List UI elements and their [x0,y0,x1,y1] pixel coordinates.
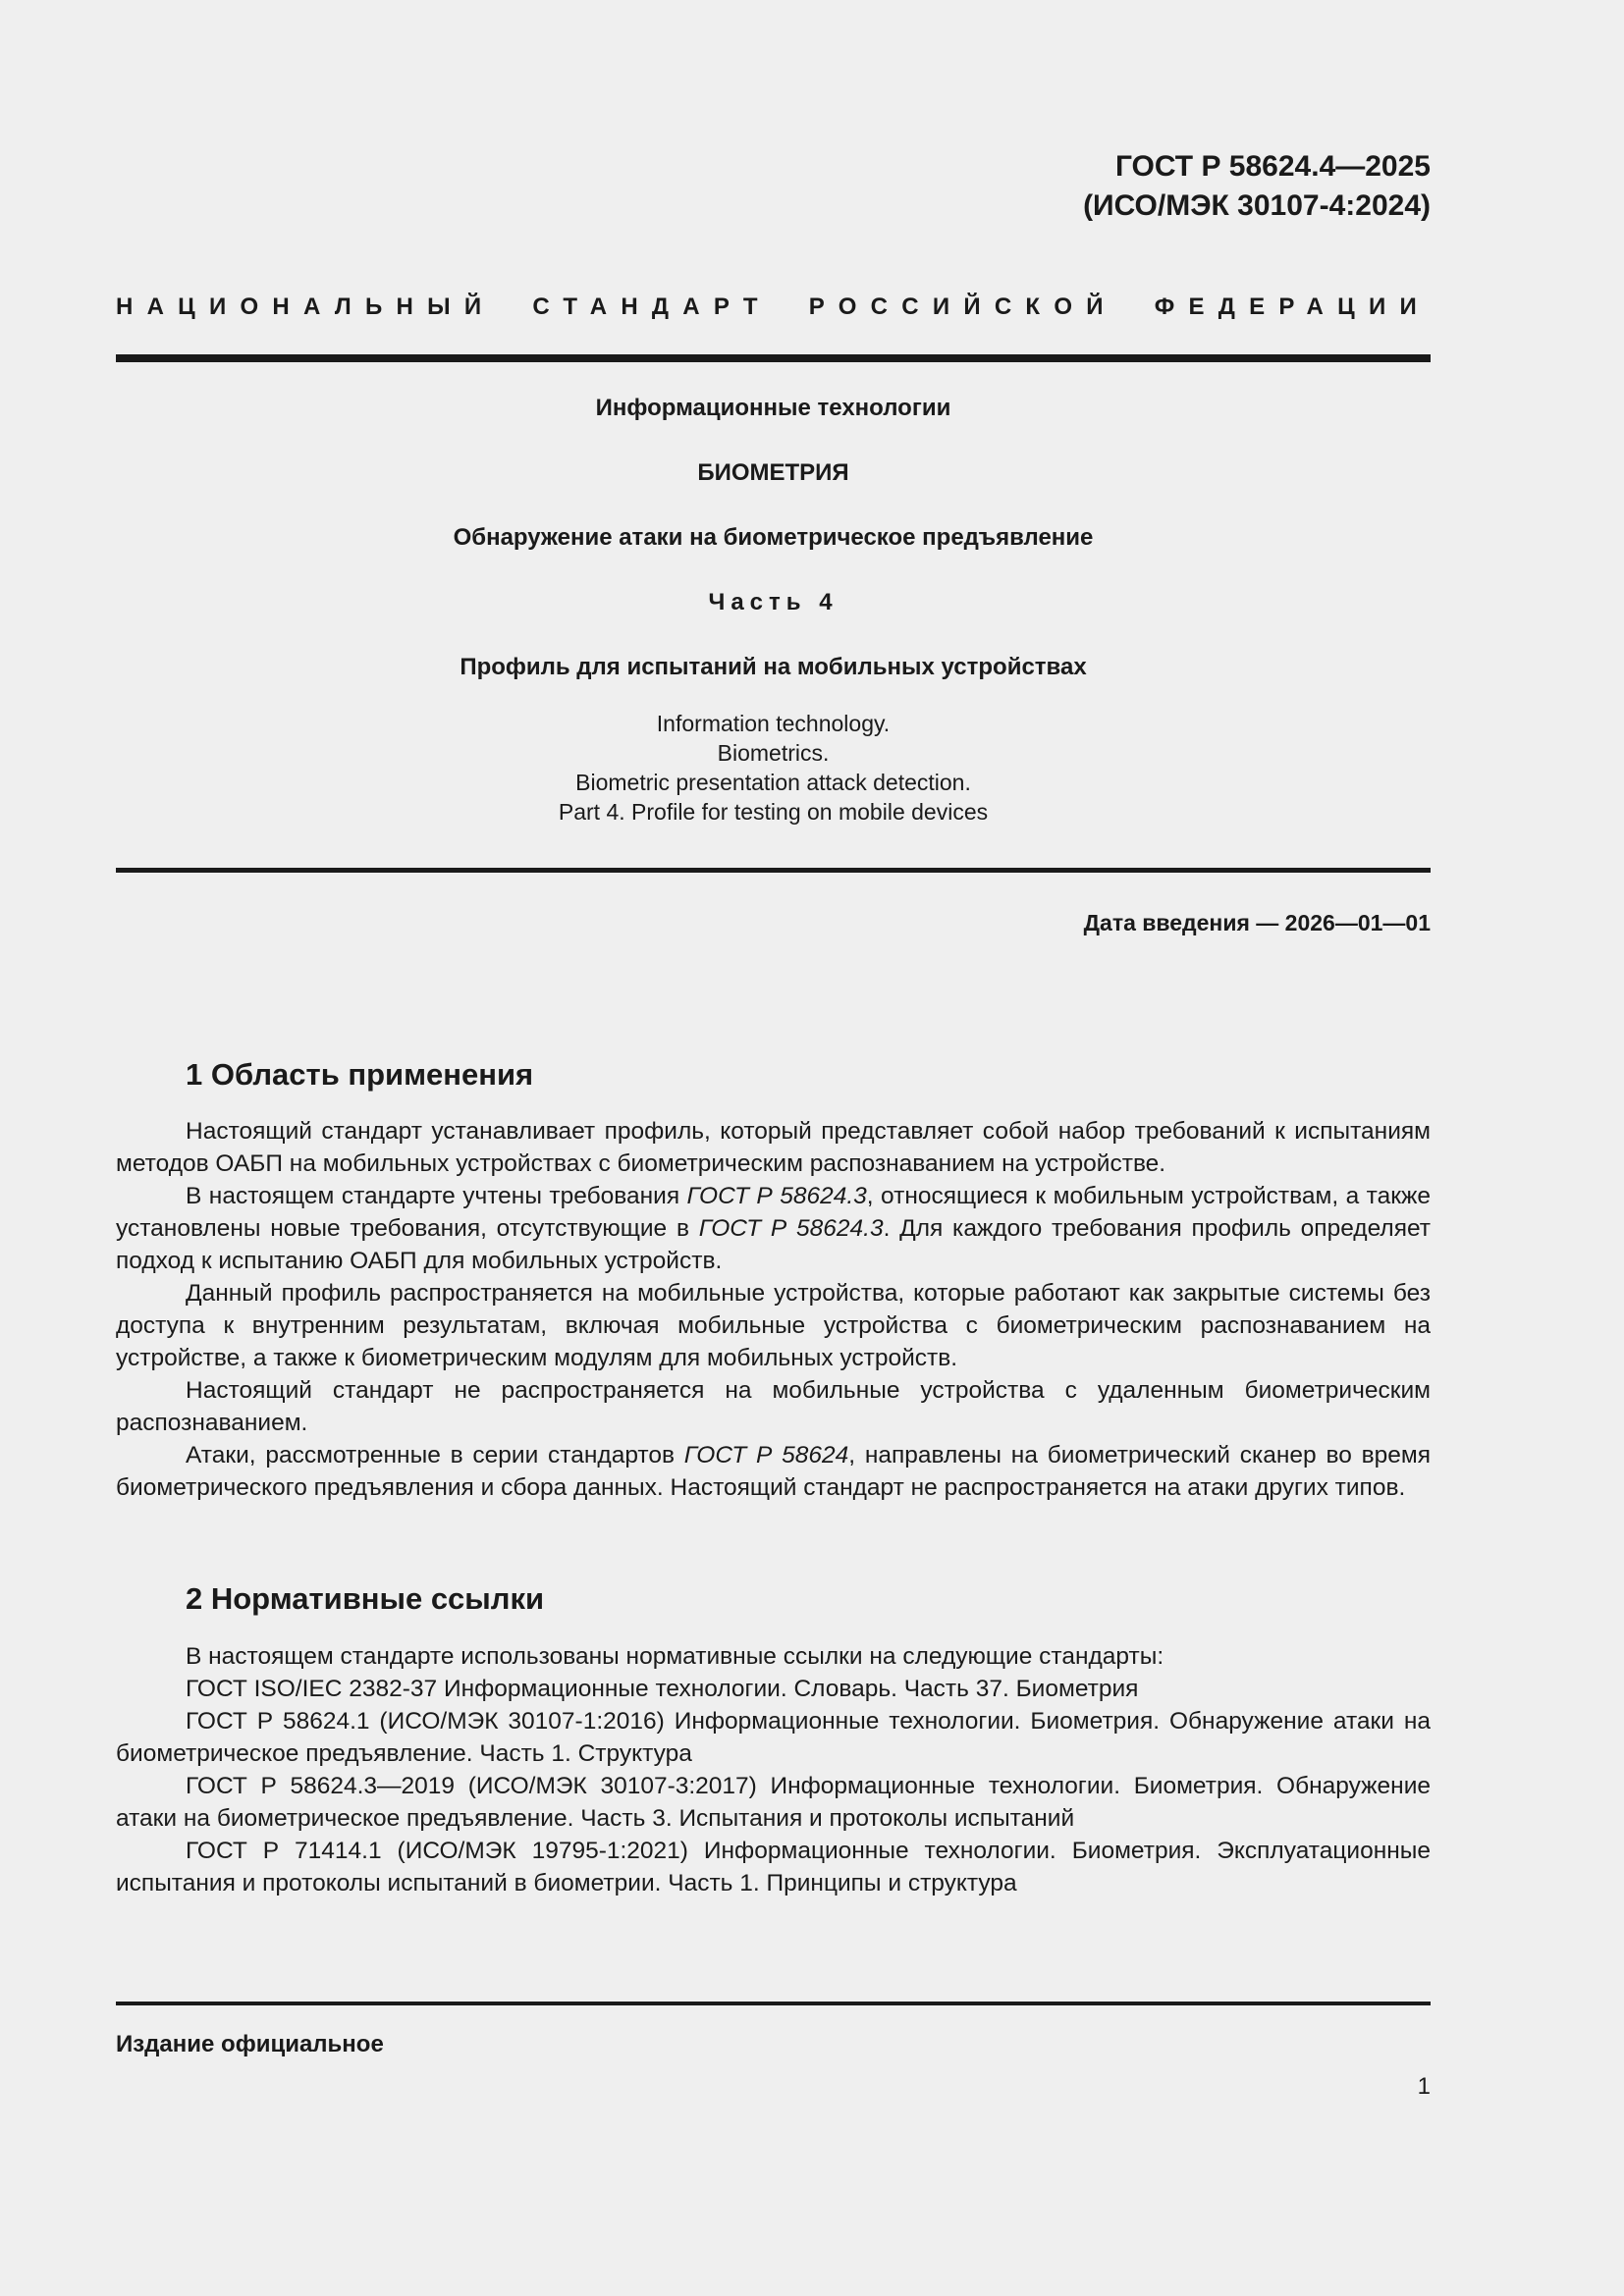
national-word-1: НАЦИОНАЛЬНЫЙ [116,294,496,320]
english-title-line-3: Biometric presentation attack detection. [575,770,971,795]
english-title-line-1: Information technology. [656,711,891,736]
title-line-5: Профиль для испытаний на мобильных устройствах [460,654,1087,680]
english-title [116,709,1431,827]
english-title-line-4: Part 4. Profile for testing on mobile devices [558,799,989,825]
national-standard-heading [116,292,1431,323]
reference-item-3: ГОСТ Р 58624.3—2019 (ИСО/МЭК 30107-3:2017) Информационные технологии. Биометрия. Обнаружение атаки на биометрическое предъявление. Часть 3. Испытания и протоколы испытаний [116,1773,1431,1832]
national-word-4: ФЕДЕРАЦИИ [1154,294,1431,320]
title-line-1: Информационные технологии [595,395,951,421]
reference-item-1: ГОСТ ISO/IEC 2382-37 Информационные технологии. Словарь. Часть 37. Биометрия [186,1676,1139,1702]
section-1-paragraph-4: Настоящий стандарт не распространяется на мобильные устройства с удаленным биометрическим распознаванием. [116,1377,1431,1436]
section-2-paragraph-1: В настоящем стандарте использованы нормативные ссылки на следующие стандарты: [186,1643,1164,1670]
standard-reference: ГОСТ Р 58624 [683,1442,849,1468]
page-number: 1 [1417,2073,1431,2100]
section-1-paragraph-3: Данный профиль распространяется на мобильные устройства, которые работают как закрытые системы без доступа к внутренним результатам, включая мобильные устройства с биометрическим распознаванием на устройстве, а также к биометрическим модулям для мобильных устройств. [116,1280,1431,1371]
reference-item-4: ГОСТ Р 71414.1 (ИСО/МЭК 19795-1:2021) Информационные технологии. Биометрия. Эксплуатационные испытания и протоколы испытаний в биометрии. Часть 1. Принципы и структура [116,1838,1431,1896]
title-divider [116,868,1431,873]
title-line-2: БИОМЕТРИЯ [697,459,849,486]
national-word-3: РОССИЙСКОЙ [808,294,1117,320]
section-1-paragraph-5: Атаки, рассмотренные в серии стандартов ГОСТ Р 58624, направлены на биометрический сканер во время биометрического предъявления и сбора данных. Настоящий стандарт не распространяется на атаки других типов. [116,1442,1431,1501]
national-word-2: СТАНДАРТ [532,294,772,320]
english-title-line-2: Biometrics. [717,740,830,766]
section-2-body [116,1640,1431,1899]
footer-divider [116,2002,1431,2005]
introduction-date: Дата введения — 2026—01—01 [1083,910,1431,935]
top-divider [116,354,1431,362]
section-2-heading: 2 Нормативные ссылки [186,1581,545,1616]
document-code-line-1: ГОСТ Р 58624.4—2025 [1114,150,1431,183]
title-block [116,391,1431,715]
standard-reference: ГОСТ Р 58624.3 [698,1215,884,1242]
document-code [1083,147,1431,226]
section-1-paragraph-2: В настоящем стандарте учтены требования ГОСТ Р 58624.3, относящиеся к мобильным устройствам, а также установлены новые требования, отсутствующие в ГОСТ Р 58624.3. Для каждого требования профиль определяет подход к испытанию ОАБП для мобильных устройств. [116,1183,1431,1274]
official-edition-label: Издание официальное [116,2031,384,2057]
reference-item-2: ГОСТ Р 58624.1 (ИСО/МЭК 30107-1:2016) Информационные технологии. Биометрия. Обнаружение атаки на биометрическое предъявление. Часть 1. Структура [116,1708,1431,1767]
section-1-heading: 1 Область применения [186,1057,534,1092]
section-1-paragraph-1: Настоящий стандарт устанавливает профиль, который представляет собой набор требований к испытаниям методов ОАБП на мобильных устройствах с биометрическим распознаванием на устройстве. [116,1118,1431,1177]
standard-reference: ГОСТ Р 58624.3 [686,1183,867,1209]
document-code-line-2: (ИСО/МЭК 30107-4:2024) [1083,189,1431,222]
title-line-4: Часть 4 [708,589,839,615]
title-line-3: Обнаружение атаки на биометрическое предъявление [453,524,1094,551]
section-1-body [116,1115,1431,1504]
